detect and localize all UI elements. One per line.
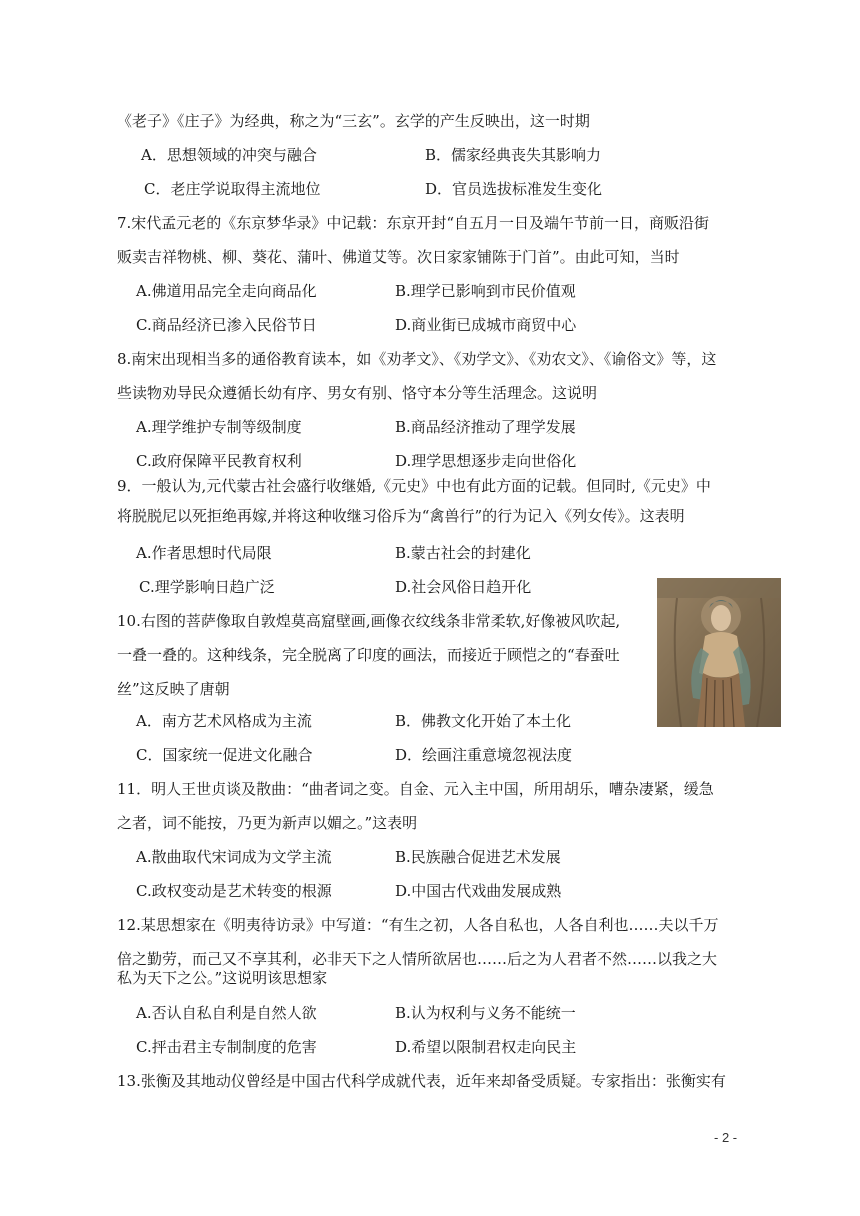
q10-option-b: B．佛教文化开始了本土化 [395,712,572,730]
q10-option-a: A．南方艺术风格成为主流 [136,712,312,730]
q7-option-a: A.佛道用品完全走向商品化 [136,282,317,300]
q6-option-d: D．官员选拔标准发生变化 [425,180,603,198]
q9-stem-line2: 将脱脱尼以死拒绝再嫁,并将这种收继习俗斥为“禽兽行”的行为记入《列女传》。这表明 [117,507,685,525]
q8-option-b: B.商品经济推动了理学发展 [395,418,576,436]
q12-option-d: D.希望以限制君权走向民主 [395,1038,577,1056]
q7-option-c: C.商品经济已渗入民俗节日 [136,316,317,334]
q7-stem-line2: 贩卖吉祥物桃、柳、葵花、蒲叶、佛道艾等。次日家家铺陈于门首”。由此可知，当时 [117,248,680,266]
q11-stem-line1: 11．明人王世贞谈及散曲：“曲者词之变。自金、元入主中国，所用胡乐，嘈杂凄紧，缓急 [117,780,714,798]
q11-option-a: A.散曲取代宋词成为文学主流 [136,848,332,866]
q10-stem-line2: 一叠一叠的。这种线条，完全脱离了印度的画法，而接近于顾恺之的“春蚕吐 [117,646,620,664]
q9-option-b: B.蒙古社会的封建化 [395,544,531,562]
q9-option-d: D.社会风俗日趋开化 [395,578,532,596]
q7-stem-line1: 7.宋代孟元老的《东京梦华录》中记载：东京开封“自五月一日及端午节前一日，商贩沿街 [117,214,709,232]
q11-stem-line2: 之者，词不能按，乃更为新声以媚之。”这表明 [117,814,418,832]
q8-option-a: A.理学维护专制等级制度 [136,418,302,436]
q8-option-d: D.理学思想逐步走向世俗化 [395,452,577,470]
q10-option-c: C．国家统一促进文化融合 [136,746,313,764]
bodhisattva-mural-image [657,578,781,727]
q12-option-a: A.否认自私自利是自然人欲 [136,1004,317,1022]
q11-option-c: C.政权变动是艺术转变的根源 [136,882,332,900]
q13-stem-line1: 13.张衡及其地动仪曾经是中国古代科学成就代表，近年来却备受质疑。专家指出：张衡实有 [117,1072,726,1090]
q12-stem-line1: 12.某思想家在《明夷待访录》中写道：“有生之初，人各自私也，人各自利也……夫以千万 [117,916,719,934]
q12-option-c: C.抨击君主专制制度的危害 [136,1038,317,1056]
q12-stem-line2: 倍之勤劳，而己又不享其利，必非天下之人情所欲居也……后之为人君者不然……以我之大 [117,950,718,968]
q8-option-c: C.政府保障平民教育权利 [136,452,302,470]
q6-stem-tail: 《老子》《庄子》为经典，称之为“三玄”。玄学的产生反映出，这一时期 [117,112,590,130]
q11-option-b: B.民族融合促进艺术发展 [395,848,561,866]
q9-option-a: A.作者思想时代局限 [136,544,272,562]
q10-stem-line1: 10.右图的菩萨像取自敦煌莫高窟壁画,画像衣纹线条非常柔软,好像被风吹起, [117,612,621,630]
q6-option-a: A．思想领域的冲突与融合 [141,146,317,164]
q8-stem-line2: 些读物劝导民众遵循长幼有序、男女有别、恪守本分等生活理念。这说明 [117,384,598,402]
q9-stem-line1: 9．一般认为,元代蒙古社会盛行收继婚,《元史》中也有此方面的记载。但同时,《元史》中 [117,477,711,495]
q12-option-b: B.认为权利与义务不能统一 [395,1004,576,1022]
q10-stem-line3: 丝”这反映了唐朝 [117,680,230,698]
q7-option-d: D.商业街已成城市商贸中心 [395,316,577,334]
page-number: - 2 - [714,1130,738,1145]
q8-stem-line1: 8.南宋出现相当多的通俗教育读本，如《劝孝文》、《劝学文》、《劝农文》、《谕俗文》等，这 [117,350,717,368]
q7-option-b: B.理学已影响到市民价值观 [395,282,576,300]
q6-option-b: B．儒家经典丧失其影响力 [425,146,602,164]
q12-stem-line3: 私为天下之公。”这说明该思想家 [117,969,328,987]
q9-option-c: C.理学影响日趋广泛 [139,578,275,596]
q6-option-c: C．老庄学说取得主流地位 [144,180,321,198]
q10-option-d: D．绘画注重意境忽视法度 [395,746,573,764]
q11-option-d: D.中国古代戏曲发展成熟 [395,882,562,900]
